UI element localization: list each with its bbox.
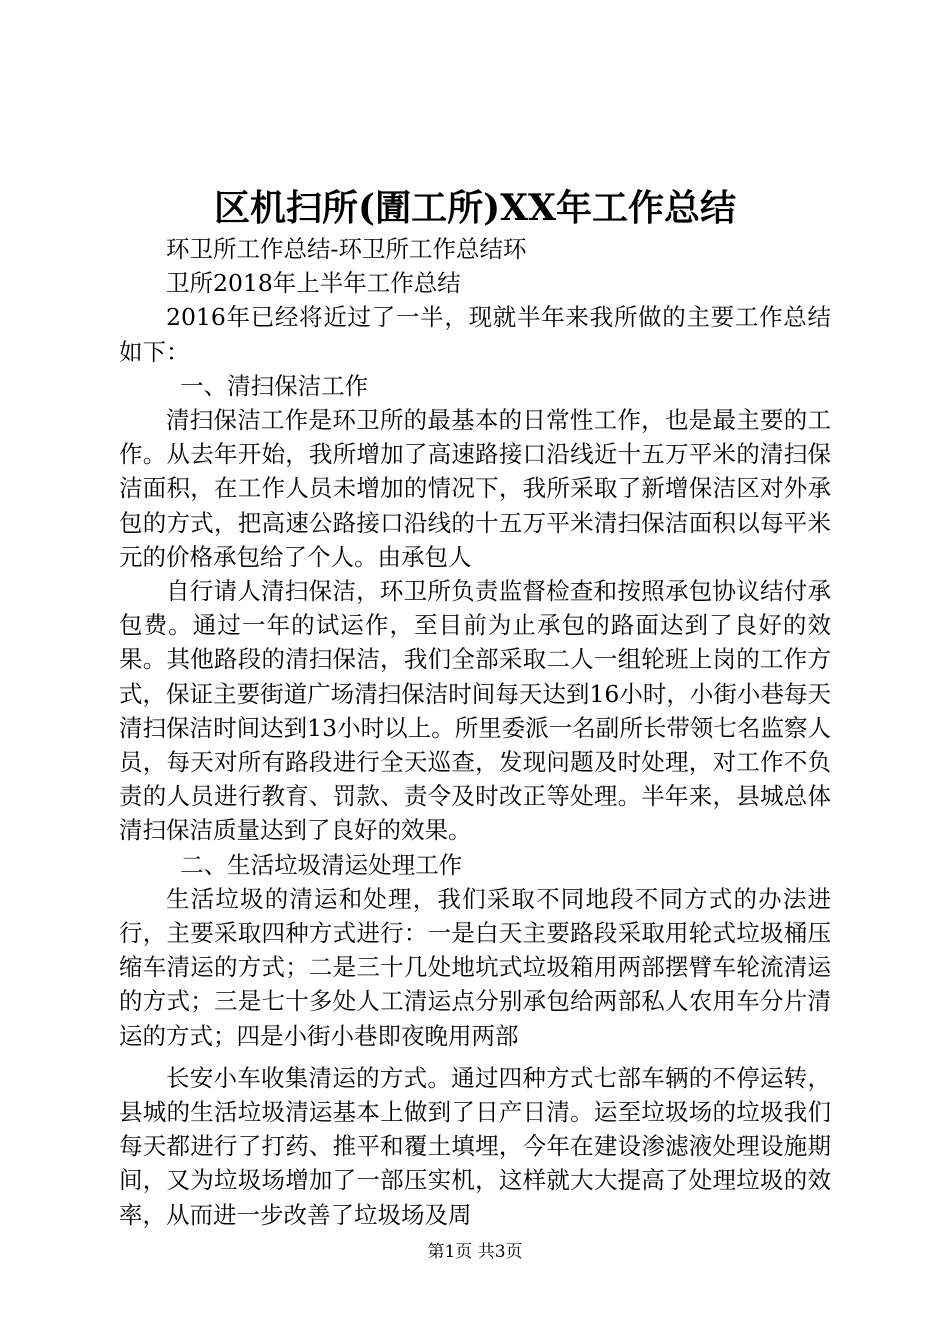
page-footer: 第1页 共3页 (427, 1242, 523, 1262)
paragraph: 生活垃圾的清运和处理，我们采取不同地段不同方式的办法进行，主要采取四种方式进行：一是白天主要路段采取用轮式垃圾桶压缩车清运的方式；二是三十几处地坑式垃圾箱用两部摆臂车轮流清运的方式；三是七十多处人工清运点分别承包给两部私人农用车分片清运的方式；四是小街小巷即夜晚用两部 (119, 884, 831, 1050)
paragraph: 卫所2018年上半年工作总结 (166, 269, 461, 298)
paragraph: 长安小车收集清运的方式。通过四种方式七部车辆的不停运转，县城的生活垃圾清运基本上做到了日产日清。运至垃圾场的垃圾我们每天都进行了打药、推平和覆土填埋，今年在建设渗滤液处理设施期间，又为垃圾场增加了一部压实机，这样就大大提高了处理垃圾的效率，从而进一步改善了垃圾场及周 (119, 1063, 831, 1229)
section-heading: 一、清扫保洁工作 (180, 371, 369, 400)
document-title: 区机扫所(圊工所)XX年工作总结 (214, 187, 736, 229)
paragraph: 自行请人清扫保洁，环卫所负责监督检查和按照承包协议结付承包费。通过一年的试运作，至目前为止承包的路面达到了良好的效果。其他路段的清扫保洁，我们全部采取二人一组轮班上岗的工作方式，保证主要街道广场清扫保洁时间每天达到16小时，小街小巷每天清扫保洁时间达到13小时以上。所里委派一名副所长带领七名监察人员，每天对所有路段进行全天巡查，发现问题及时处理，对工作不负责的人员进行教育、罚款、责令及时改正等处理。半年来，县城总体清扫保洁质量达到了良好的效果。 (119, 577, 831, 845)
paragraph: 环卫所工作总结-环卫所工作总结环 (166, 235, 527, 263)
paragraph: 2016年已经将近过了一半，现就半年来我所做的主要工作总结如下： (119, 303, 831, 366)
document-body (119, 232, 831, 1232)
paragraph: 清扫保洁工作是环卫所的最基本的日常性工作，也是最主要的工作。从去年开始，我所增加了高速路接口沿线近十五万平米的清扫保洁面积，在工作人员未增加的情况下，我所采取了新增保洁区对外承包的方式，把高速公路接口沿线的十五万平米清扫保洁面积以每平米元的价格承包给了个人。由承包人 (119, 406, 831, 571)
section-heading: 二、生活垃圾清运处理工作 (180, 850, 463, 879)
